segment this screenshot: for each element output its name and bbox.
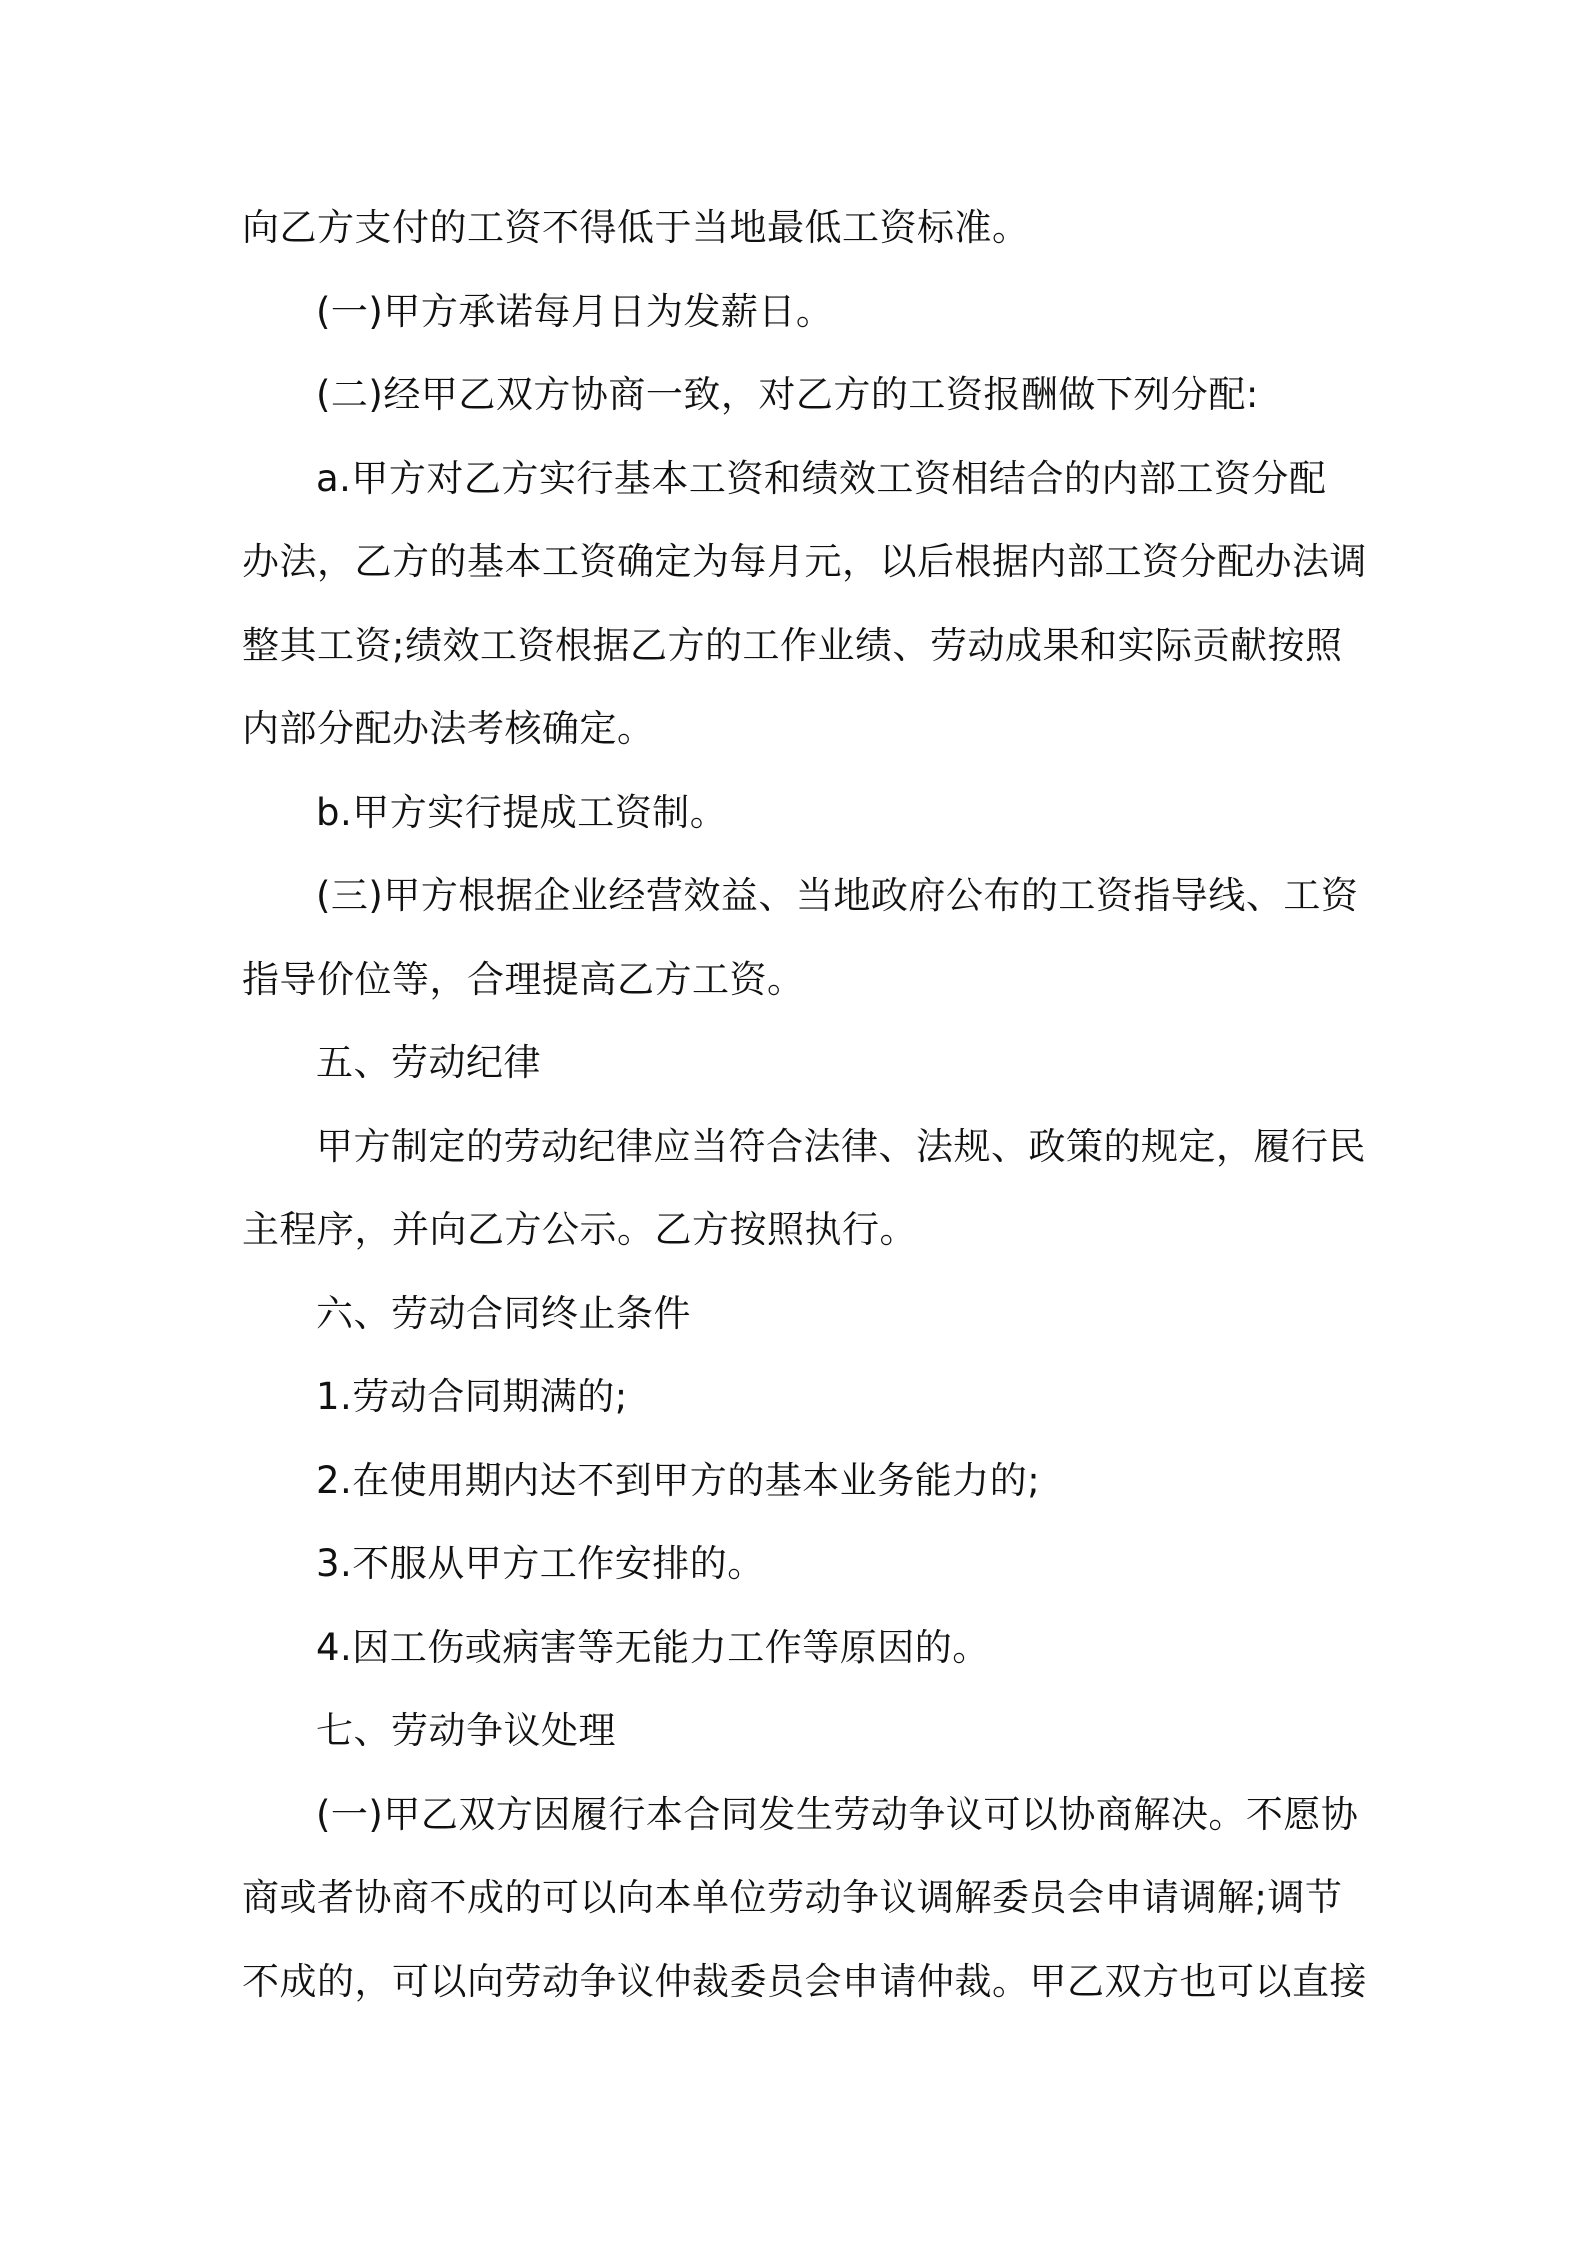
text-line: (三)甲方根据企业经营效益、当地政府公布的工资指导线、工资 (316, 874, 1359, 917)
text-line: a.甲方对乙方实行基本工资和绩效工资相结合的内部工资分配 (316, 456, 1327, 500)
section-heading: 五、劳动纪律 (316, 1041, 541, 1084)
text-line: 整其工资;绩效工资根据乙方的工作业绩、劳动成果和实际贡献按照 (242, 623, 1343, 667)
document-body (242, 186, 1367, 2023)
section-heading: 六、劳动合同终止条件 (316, 1291, 691, 1335)
text-line: (一)甲乙双方因履行本合同发生劳动争议可以协商解决。不愿协 (316, 1792, 1359, 1836)
list-item: 1.劳动合同期满的; (316, 1375, 628, 1418)
text-line: 商或者协商不成的可以向本单位劳动争议调解委员会申请调解;调节 (242, 1876, 1343, 1919)
text-line: 主程序，并向乙方公示。乙方按照执行。 (242, 1208, 917, 1251)
text-line: (二)经甲乙双方协商一致，对乙方的工资报酬做下列分配: (316, 373, 1259, 416)
text-line: 甲方制定的劳动纪律应当符合法律、法规、政策的规定，履行民 (316, 1124, 1366, 1168)
text-line: 向乙方支付的工资不得低于当地最低工资标准。 (242, 206, 1030, 249)
text-line: 办法，乙方的基本工资确定为每月元，以后根据内部工资分配办法调 (242, 540, 1367, 583)
list-item: 2.在使用期内达不到甲方的基本业务能力的; (316, 1458, 1041, 1502)
text-line: 指导价位等，合理提高乙方工资。 (242, 957, 805, 1001)
text-line: b.甲方实行提成工资制。 (316, 790, 728, 834)
list-item: 3.不服从甲方工作安排的。 (316, 1542, 765, 1585)
text-line: (一)甲方承诺每月日为发薪日。 (316, 289, 834, 333)
section-heading: 七、劳动争议处理 (316, 1709, 616, 1752)
text-line: 内部分配办法考核确定。 (242, 707, 655, 750)
text-line: 不成的，可以向劳动争议仲裁委员会申请仲裁。甲乙双方也可以直接 (242, 1959, 1367, 2003)
list-item: 4.因工伤或病害等无能力工作等原因的。 (316, 1625, 990, 1669)
